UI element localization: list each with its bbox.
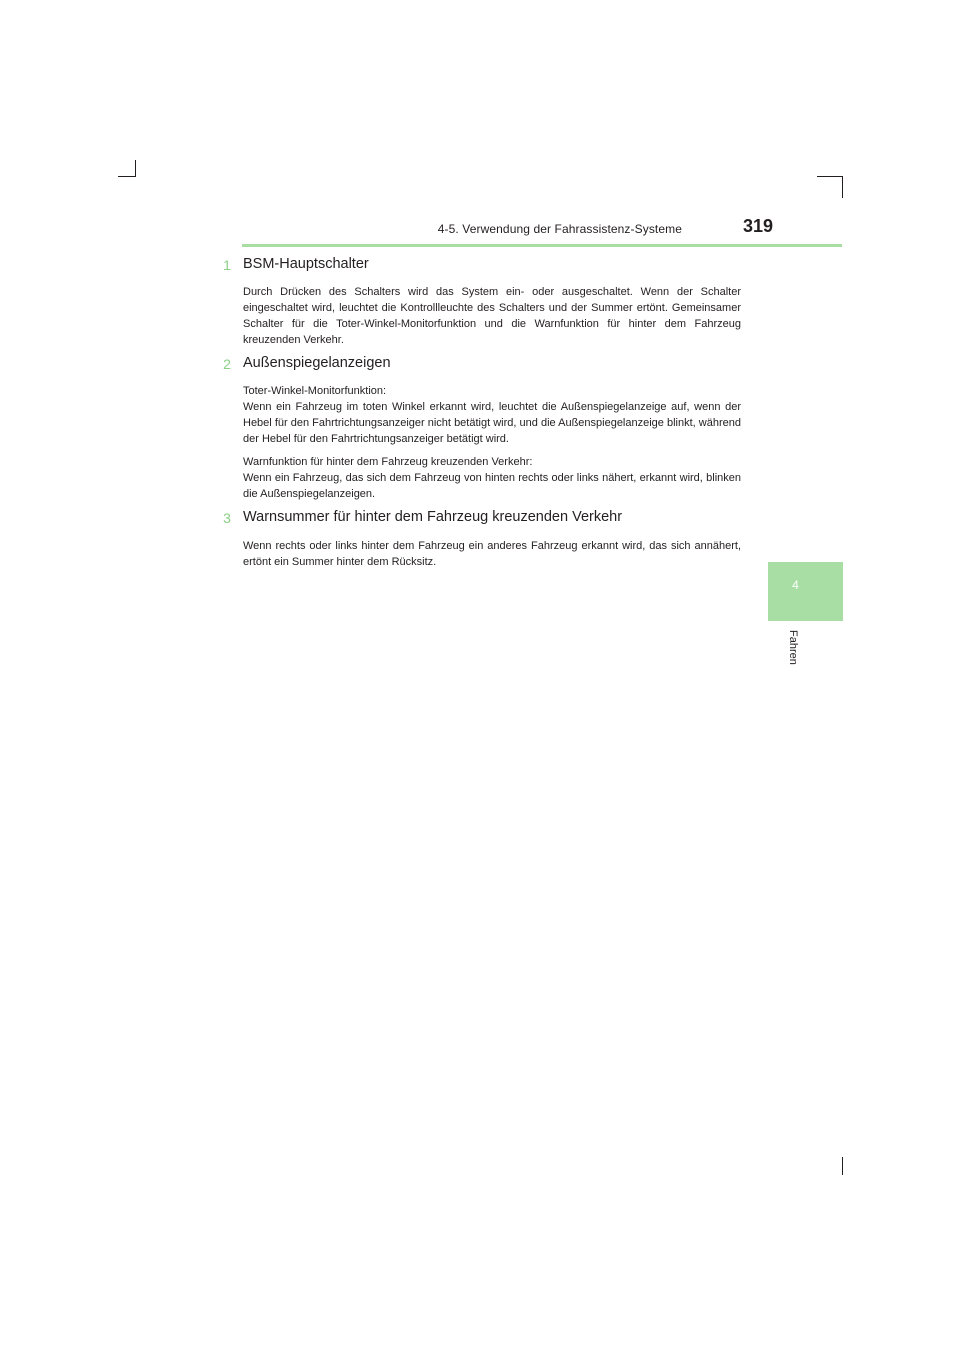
section-heading-2: Außenspiegelanzeigen [243, 355, 391, 371]
section-1-paragraph: Durch Drücken des Schalters wird das System ein- oder ausgeschaltet. Wenn der Schalter eingeschaltet wird, leuchtet die Kontrollleuchte des Schalters und der Summer ertönt. Gemeinsamer Schalter für die Toter-Winkel-Monitorfunktion und die Warnfunktion für hinter dem Fahrzeug kreuzenden Verkehr. [243, 286, 741, 346]
crop-mark-top-left-v [135, 160, 136, 177]
section-1-body [243, 284, 741, 348]
page-number: 319 [743, 216, 774, 236]
section-heading-3: Warnsummer für hinter dem Fahrzeug kreuzenden Verkehr [243, 509, 623, 525]
crop-mark-bottom-right-v [842, 1157, 843, 1175]
crop-mark-top-right-v [842, 176, 843, 198]
section-2-body-a [243, 383, 741, 447]
section-2a-lead: Toter-Winkel-Monitorfunktion: [243, 385, 387, 397]
section-2b-text: Wenn ein Fahrzeug, das sich dem Fahrzeug von hinten rechts oder links nähert, erkannt wird, blinken die Außenspiegelanzeigen. [243, 472, 741, 500]
crop-mark-top-right-h [817, 176, 843, 177]
chapter-number: 4 [792, 578, 799, 592]
chapter-label: Fahren [787, 630, 799, 665]
section-2a-text: Wenn ein Fahrzeug im toten Winkel erkannt wird, leuchtet die Außenspiegelanzeige auf, wenn der Hebel für den Fahrtrichtungsanzeiger nicht betätigt wird, und die Außenspiegelanzeige blinkt, während der Hebel für den Fahrtrichtungsanzeiger betätigt wird. [243, 401, 741, 445]
section-2b-lead: Warnfunktion für hinter dem Fahrzeug kreuzenden Verkehr: [243, 456, 533, 468]
section-3-paragraph: Wenn rechts oder links hinter dem Fahrzeug ein anderes Fahrzeug erkannt wird, das sich annähert, ertönt ein Summer hinter dem Rücksitz. [243, 540, 741, 568]
section-3-body [243, 538, 741, 570]
section-number-2: 2 [223, 356, 231, 372]
section-number-3: 3 [223, 510, 231, 526]
section-2-body-b [243, 454, 741, 502]
crop-mark-top-left-h [118, 176, 135, 177]
header-rule [242, 244, 842, 247]
section-heading-1: BSM-Hauptschalter [243, 256, 369, 272]
section-number-1: 1 [223, 257, 231, 273]
running-header: 4-5. Verwendung der Fahrassistenz-Systeme [437, 222, 682, 236]
